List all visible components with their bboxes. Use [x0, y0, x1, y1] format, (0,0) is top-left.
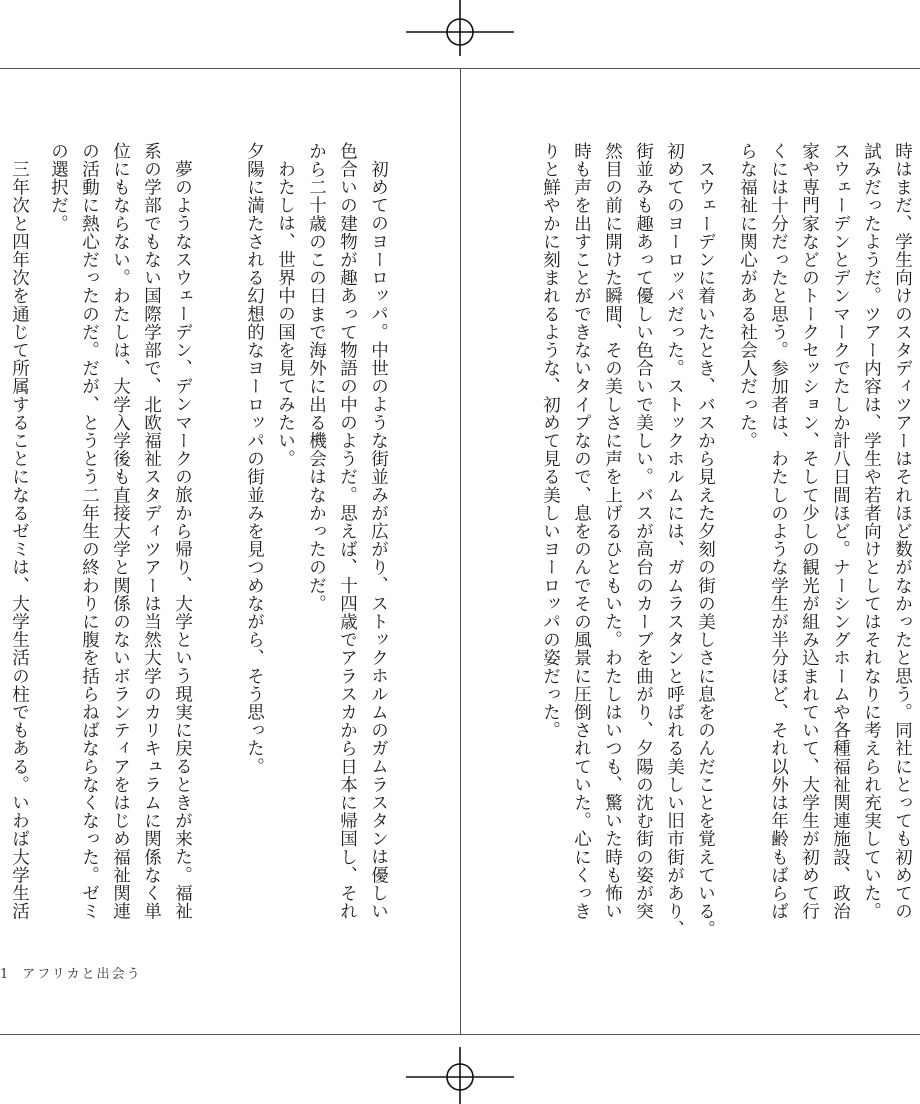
left-page-line-3: から二十歳のこの日まで海外に出る機会はなかったのだ。 [306, 142, 327, 613]
right-page-line-1: 時はまだ、学生向けのスタディツアーはそれほど数がなかったと思う。同社にとっても初めての [892, 142, 913, 921]
left-page-line-5: 夕陽に満たされる幻想的なヨーロッパの街並みを見つめながら、そう思った。 [244, 142, 265, 776]
right-page-line-7: スウェーデンに着いたとき、バスから見えた夕刻の街の美しさに息をのんだことを覚えている。 [695, 142, 716, 939]
running-head: アフリカと出会う [22, 967, 142, 982]
registration-mark-bottom [406, 1047, 514, 1104]
registration-mark-top [406, 0, 514, 56]
left-page-line-2: 色合いの建物が趣あって物語の中のようだ。思えば、十四歳でアラスカから日本に帰国し、それ [337, 142, 358, 921]
right-page-line-6: らな福祉に関心がある社会人だった。 [737, 142, 758, 450]
right-page-line-5: くには十分だったと思う。参加者は、わたしのような学生が半分ほど、それ以外は年齢もばらば [768, 142, 789, 921]
left-page-line-1: 初めてのヨーロッパ。中世のような街並みが広がり、ストックホルムのガムラスタンは優しい [368, 160, 389, 921]
left-page-line-10: の活動に熱心だったのだ。だが、とうとう二年生の終わりに腹を括らねばならなくなった。ゼミ [79, 142, 100, 921]
left-page-line-4: わたしは、世界中の国を見てみたい。 [275, 160, 296, 468]
right-page-line-3: スウェーデンとデンマークでたしか計八日間ほど。ナーシングホームや各種福祉関連施設、政治 [830, 142, 851, 921]
right-page-line-4: 家や専門家などのトークセッション、そして少しの観光が組み込まれていて、大学生が初めて行 [799, 142, 820, 921]
left-page-line-8: 系の学部でもない国際学部で、北欧福祉スタディツアーは当然大学のカリキュラムに関係なく単 [141, 142, 162, 921]
right-page-line-8: 初めてのヨーロッパだった。ストックホルムには、ガムラスタンと呼ばれる美しい旧市街があり、 [664, 142, 685, 939]
right-page-line-10: 然目の前に開けた瞬間、その美しさに声を上げるひともいた。わたしはいつも、驚いた時も怖い [602, 142, 623, 921]
page-number: 1 [0, 967, 11, 982]
page-footer [0, 963, 142, 982]
right-page-line-2: 試みだったようだ。ツアー内容は、学生や若者向けとしてはそれなりに考えられ充実していた。 [861, 142, 882, 921]
left-page-line-9: 位にもならない。わたしは、大学入学後も直接大学と関係のないボランティアをはじめ福祉関連 [110, 142, 131, 921]
right-page-line-11: 時も声を出すことができないタイプなので、息をのんでその風景に圧倒されていた。心にくっき [571, 142, 592, 921]
right-page-line-9: 街並みも趣あって優しい色合いで美しい。バスが高台のカーブを曲がり、夕陽の沈む街の姿が突 [633, 142, 654, 921]
left-page-line-7: 夢のようなスウェーデン、デンマークの旅から帰り、大学という現実に戻るときが来た。福祉 [172, 160, 193, 921]
right-page-line-12: りと鮮やかに刻まれるような、初めて見る美しいヨーロッパの姿だった。 [540, 142, 561, 740]
left-page-line-11: の選択だ。 [48, 142, 69, 233]
left-page-line-12: 三年次と四年次を通じて所属することになるゼミは、大学生活の柱でもある。いわば大学生活 [9, 142, 30, 921]
